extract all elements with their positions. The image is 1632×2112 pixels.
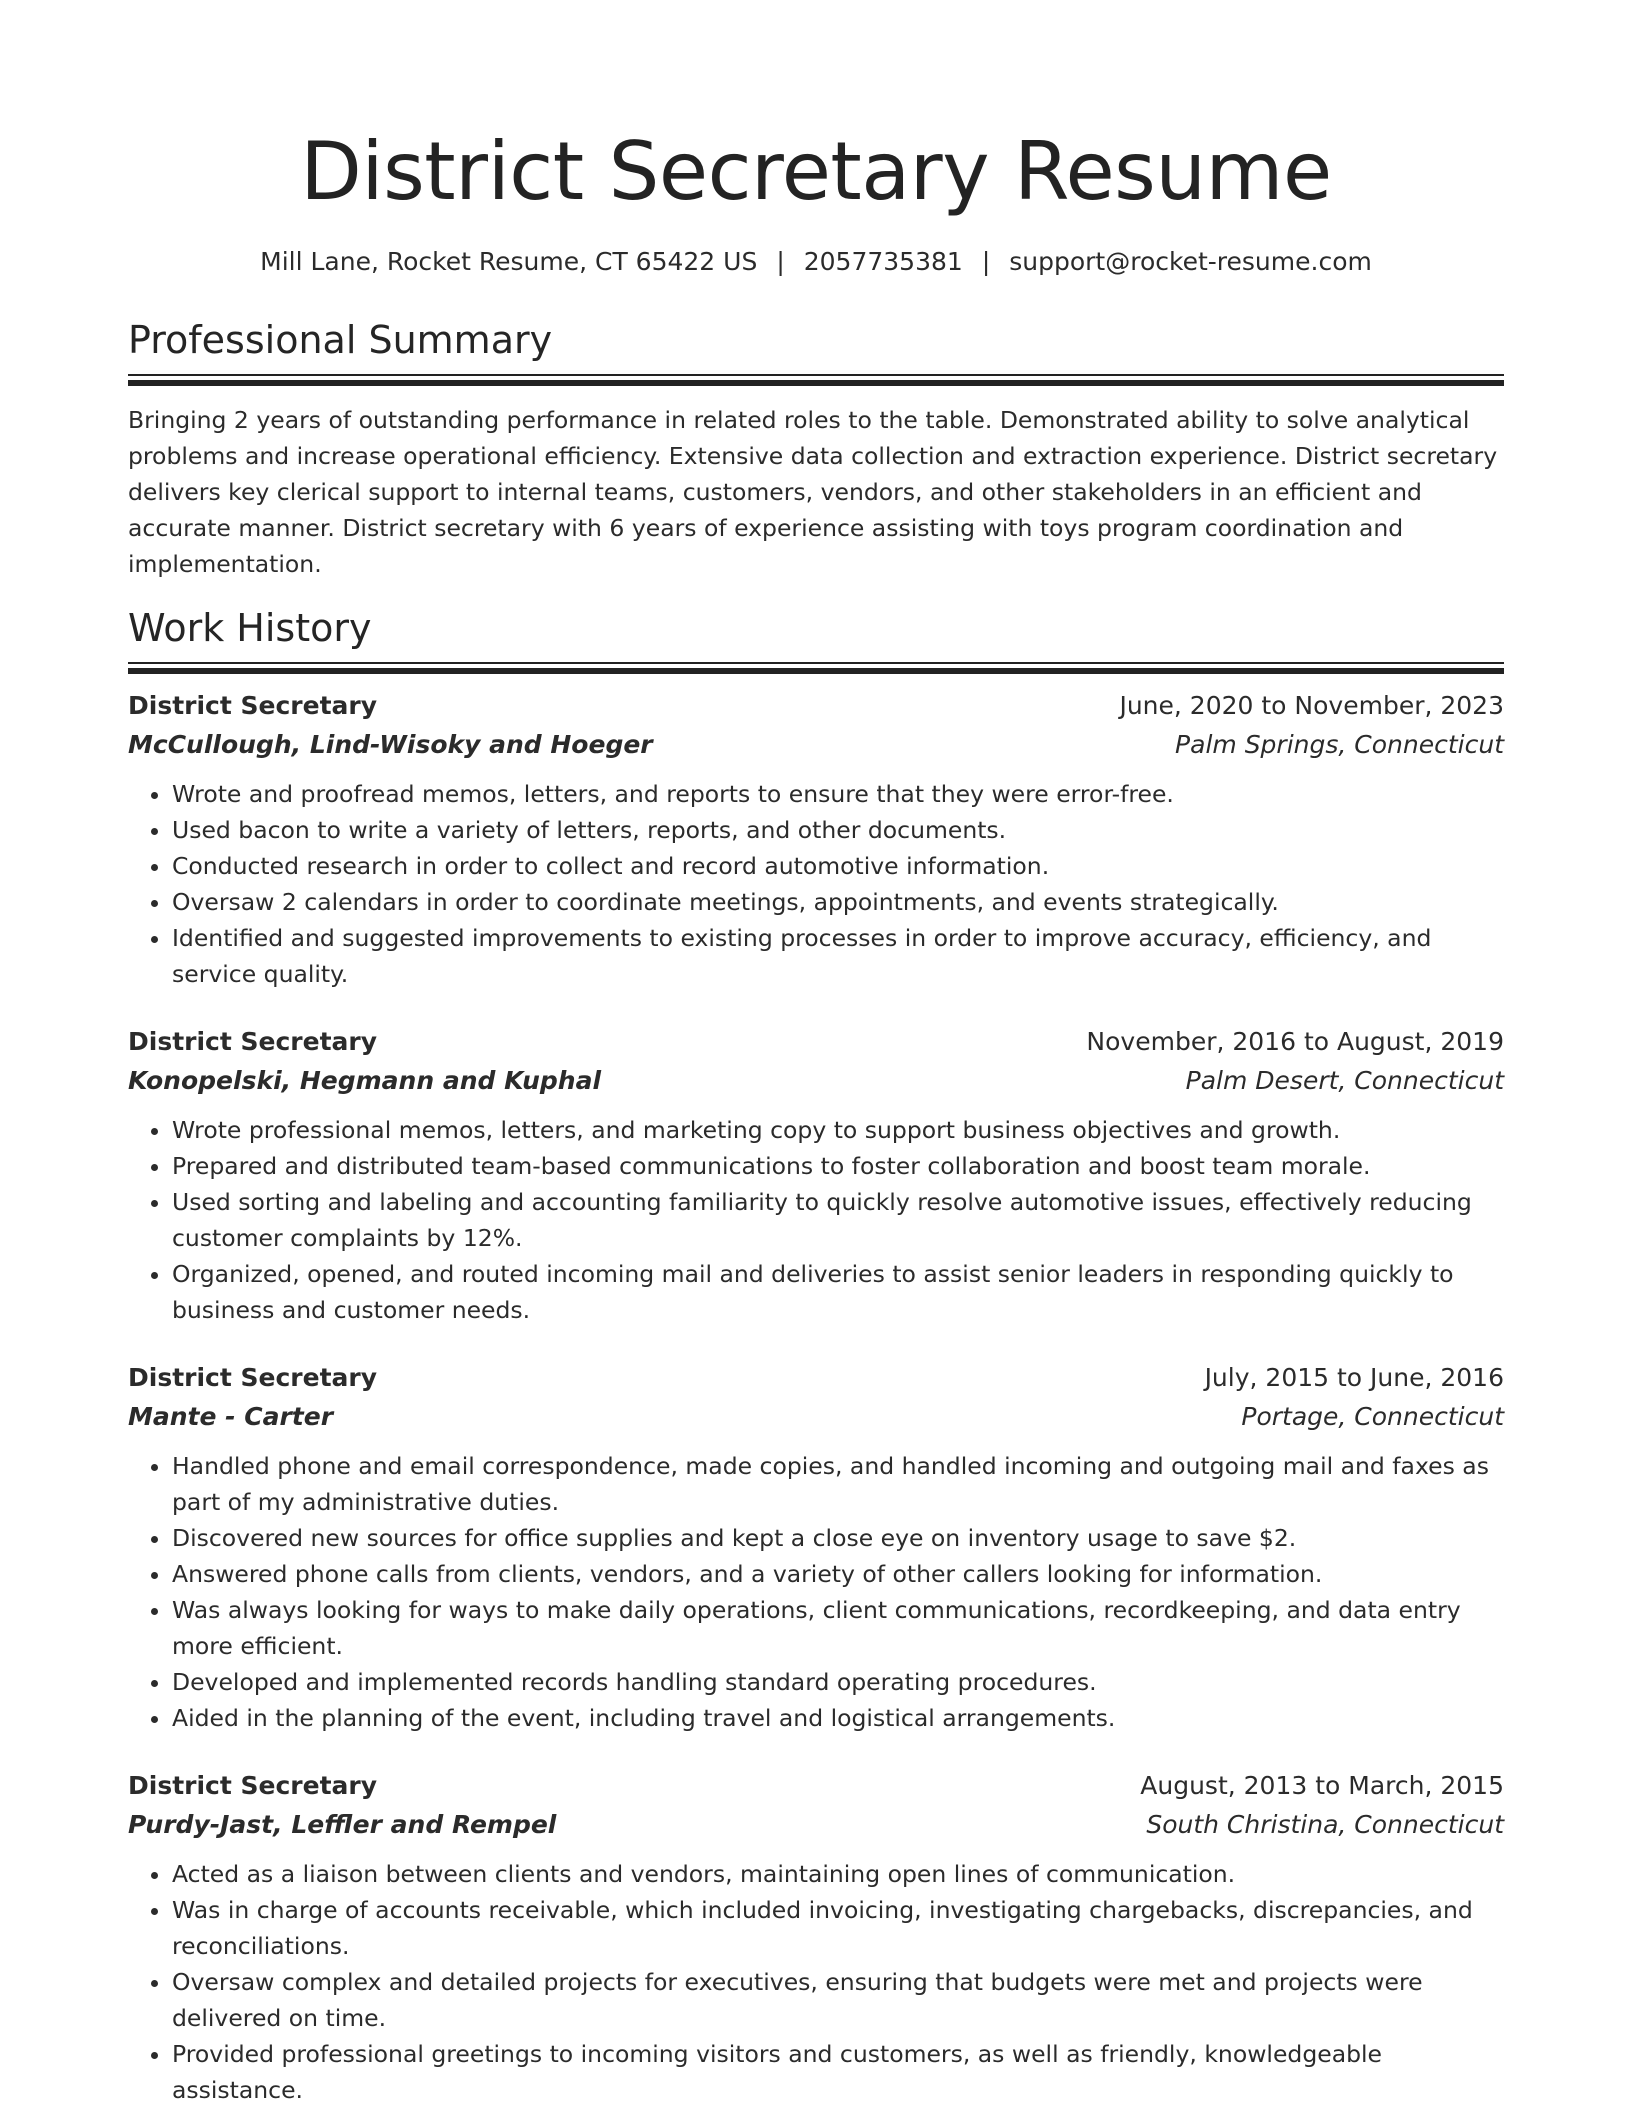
job-bullet-list — [128, 776, 1504, 992]
email: support@rocket-resume.com — [1009, 247, 1372, 276]
job-header-row — [128, 1022, 1504, 1061]
job-bullet: • Used sorting and labeling and accounting familiarity to quickly resolve automotive issues, effectively reducing customer complaints by 12%. — [172, 1184, 1504, 1256]
work-history-section — [128, 604, 1504, 2108]
job-entry — [128, 686, 1504, 992]
job-bullet-list — [128, 1448, 1504, 1736]
company-name: McCullough, Lind-Wisoky and Hoeger — [128, 730, 653, 759]
section-divider — [128, 374, 1504, 386]
job-bullet-list — [128, 1112, 1504, 1328]
job-bullet: • Organized, opened, and routed incoming mail and deliveries to assist senior leaders in responding quickly to business and customer needs. — [172, 1256, 1504, 1328]
job-title: District Secretary — [128, 691, 378, 720]
job-company-row — [128, 1397, 1504, 1436]
job-bullet: • Wrote and proofread memos, letters, and reports to ensure that they were error-free. — [172, 776, 1504, 812]
section-title-work-history: Work History — [128, 606, 372, 650]
job-bullet: • Provided professional greetings to incoming visitors and customers, as well as friendly, knowledgeable assistance. — [172, 2036, 1504, 2108]
job-dates: June, 2020 to November, 2023 — [1119, 691, 1504, 720]
resume-title: District Secretary Resume — [300, 125, 1332, 218]
job-bullet: • Developed and implemented records handling standard operating procedures. — [172, 1664, 1504, 1700]
job-location: Palm Springs, Connecticut — [1175, 730, 1504, 759]
job-title: District Secretary — [128, 1027, 378, 1056]
job-dates: August, 2013 to March, 2015 — [1140, 1771, 1504, 1800]
summary-section — [128, 316, 1504, 582]
job-header-row — [128, 1766, 1504, 1805]
company-name: Mante - Carter — [128, 1402, 334, 1431]
company-name: Konopelski, Hegmann and Kuphal — [128, 1066, 602, 1095]
job-header-row — [128, 1358, 1504, 1397]
job-entry — [128, 1022, 1504, 1328]
job-location: South Christina, Connecticut — [1146, 1810, 1504, 1839]
job-location: Palm Desert, Connecticut — [1185, 1066, 1504, 1095]
phone: 2057735381 — [803, 247, 963, 276]
job-location: Portage, Connecticut — [1241, 1402, 1504, 1431]
contact-separator: | — [776, 247, 785, 276]
job-dates: November, 2016 to August, 2019 — [1086, 1027, 1504, 1056]
section-title-summary: Professional Summary — [128, 318, 553, 362]
job-list — [128, 686, 1504, 2108]
job-bullet: • Answered phone calls from clients, vendors, and a variety of other callers looking for information. — [172, 1556, 1504, 1592]
job-bullet: • Discovered new sources for office supplies and kept a close eye on inventory usage to save $2. — [172, 1520, 1504, 1556]
job-bullet: • Identified and suggested improvements to existing processes in order to improve accuracy, efficiency, and service quality. — [172, 920, 1504, 992]
job-header-row — [128, 686, 1504, 725]
job-company-row — [128, 725, 1504, 764]
address: Mill Lane, Rocket Resume, CT 65422 US — [260, 247, 758, 276]
job-bullet: • Used bacon to write a variety of letters, reports, and other documents. — [172, 812, 1504, 848]
job-bullet: • Oversaw 2 calendars in order to coordinate meetings, appointments, and events strategically. — [172, 884, 1504, 920]
job-entry — [128, 1358, 1504, 1736]
job-entry — [128, 1766, 1504, 2108]
job-bullet: • Prepared and distributed team-based communications to foster collaboration and boost team morale. — [172, 1148, 1504, 1184]
job-bullet: • Aided in the planning of the event, including travel and logistical arrangements. — [172, 1700, 1504, 1736]
job-bullet: • Was in charge of accounts receivable, which included invoicing, investigating chargebacks, discrepancies, and reconciliations. — [172, 1892, 1504, 1964]
job-title: District Secretary — [128, 1363, 378, 1392]
job-bullet: • Was always looking for ways to make daily operations, client communications, recordkeeping, and data entry more efficient. — [172, 1592, 1504, 1664]
job-company-row — [128, 1061, 1504, 1100]
job-dates: July, 2015 to June, 2016 — [1204, 1363, 1504, 1392]
job-company-row — [128, 1805, 1504, 1844]
job-bullet-list — [128, 1856, 1504, 2108]
job-bullet: • Handled phone and email correspondence, made copies, and handled incoming and outgoing mail and faxes as part of my administrative duties. — [172, 1448, 1504, 1520]
job-title: District Secretary — [128, 1771, 378, 1800]
job-bullet: • Wrote professional memos, letters, and marketing copy to support business objectives and growth. — [172, 1112, 1504, 1148]
contact-line — [128, 246, 1504, 278]
section-divider — [128, 662, 1504, 674]
summary-text: Bringing 2 years of outstanding performance in related roles to the table. Demonstrated ability to solve analytical problems and increase operational efficiency. Extensive data collection and extraction experience. District secretary delivers key clerical support to internal teams, customers, vendors, and other stakeholders in an efficient and accurate manner. District secretary with 6 years of experience assisting with toys program coordination and implementation. — [128, 406, 1498, 578]
company-name: Purdy-Jast, Leffler and Rempel — [128, 1810, 557, 1839]
contact-separator: | — [981, 247, 991, 276]
job-bullet: • Acted as a liaison between clients and vendors, maintaining open lines of communication. — [172, 1856, 1504, 1892]
job-bullet: • Oversaw complex and detailed projects for executives, ensuring that budgets were met and projects were delivered on time. — [172, 1964, 1504, 2036]
job-bullet: • Conducted research in order to collect and record automotive information. — [172, 848, 1504, 884]
